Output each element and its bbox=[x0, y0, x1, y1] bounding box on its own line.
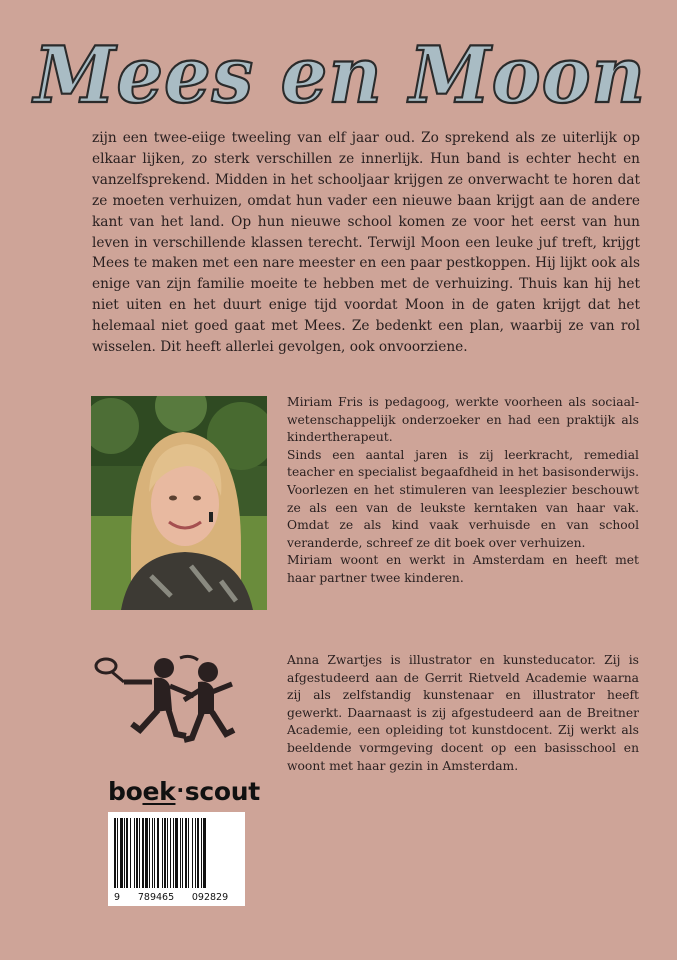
running-children-silhouette bbox=[94, 650, 244, 750]
barcode-bar bbox=[114, 818, 116, 888]
author-bio-paragraph: Miriam Fris is pedagoog, werkte voorheen als sociaal-wetenschappelijk onderzoeker en had een praktijk als kindertherapeut. bbox=[287, 395, 639, 445]
barcode-bar bbox=[117, 818, 118, 888]
publisher-logo bbox=[108, 777, 260, 806]
barcode-bar bbox=[139, 818, 140, 888]
barcode-bar bbox=[170, 818, 171, 888]
barcode-digits bbox=[108, 892, 245, 903]
isbn-barcode bbox=[108, 812, 245, 906]
barcode-bar bbox=[201, 818, 202, 888]
barcode-bar bbox=[145, 818, 148, 888]
barcode-bar bbox=[203, 818, 206, 888]
publisher-logo-text: bo bbox=[108, 777, 143, 806]
barcode-bar bbox=[152, 818, 153, 888]
author-bio-paragraph: Sinds een aantal jaren is zij leerkracht, remedial teacher en specialist begaafdheid in het basisonderwijs. Voorlezen en het stimuleren van leesplezier beschouwt ze als een van de leukste kerntaken van haar vak. Omdat ze als kind vaak verhuisde en van school veranderde, schreef ze dit boek over verhuizen. bbox=[287, 447, 639, 550]
barcode-bar bbox=[185, 818, 187, 888]
barcode-bar bbox=[126, 818, 128, 888]
barcode-bar bbox=[130, 818, 131, 888]
barcode-bar bbox=[157, 818, 159, 888]
barcode-bar bbox=[162, 818, 163, 888]
barcode-bar bbox=[124, 818, 125, 888]
barcode-bar bbox=[188, 818, 189, 888]
barcode-bar bbox=[173, 818, 174, 888]
barcode-bar bbox=[182, 818, 183, 888]
author-bio-paragraph: Miriam woont en werkt in Amsterdam en heeft met haar partner twee kinderen. bbox=[287, 553, 639, 585]
publisher-logo-text: ek bbox=[142, 777, 176, 806]
barcode-bar bbox=[149, 818, 150, 888]
barcode-bar bbox=[154, 818, 155, 888]
svg-text:Mees en Moon: Mees en Moon bbox=[31, 30, 647, 121]
barcode-bar bbox=[134, 818, 135, 888]
book-blurb: zijn een twee-eiige tweeling van elf jaar oud. Zo sprekend als ze uiterlijk op elkaar lijken, zo sterk verschillen ze innerlijk. Hun band is echter hecht en vanzelfsprekend. Midden in het schooljaar krijgen ze onverwacht te horen dat ze moeten verhuizen, omdat hun vader een nieuwe baan krijgt aan de andere kant van het land. Op hun nieuwe school komen ze voor het eerst van hun leven in verschillende klassen terecht. Terwijl Moon een leuke juf treft, krijgt Mees te maken met een nare meester en een paar pestkoppen. Hij lijkt ook als enige van zijn familie moeite te hebben met de verhuizing. Thuis kan hij het niet uiten en het duurt enige tijd voordat Moon in de gaten krijgt dat het helemaal niet goed gaat met Mees. Ze bedenkt een plan, waarbij ze van rol wisselen. Dit heeft allerlei gevolgen, ook onvoorziene. bbox=[92, 130, 640, 356]
barcode-bar bbox=[167, 818, 168, 888]
barcode-bar bbox=[197, 818, 199, 888]
barcode-bar bbox=[120, 818, 123, 888]
barcode-bar bbox=[195, 818, 196, 888]
publisher-logo-text: scout bbox=[184, 777, 260, 806]
barcode-bar bbox=[164, 818, 166, 888]
barcode-bar bbox=[192, 818, 193, 888]
barcode-bar bbox=[136, 818, 138, 888]
author-bio bbox=[287, 394, 639, 588]
author-photo bbox=[91, 396, 267, 610]
barcode-bar bbox=[142, 818, 144, 888]
barcode-bar bbox=[180, 818, 181, 888]
barcode-digits-right: 092829 bbox=[191, 892, 229, 903]
book-title bbox=[28, 28, 658, 128]
barcode-bar bbox=[175, 818, 178, 888]
barcode-digit-first: 9 bbox=[114, 892, 121, 903]
barcode-bars bbox=[108, 812, 245, 892]
barcode-digits-left: 789465 bbox=[137, 892, 175, 903]
illustrator-bio: Anna Zwartjes is illustrator en kunsteducator. Zij is afgestudeerd aan de Gerrit Rietveld Academie waarna zij als zelfstandig kunstenaar en illustrator heeft gewerkt. Daarnaast is zij afgestudeerd aan de Breitner Academie, een opleiding tot kunstdocent. Zij werkt als beeldende vormgeving docent op een basisschool en woont met haar gezin in Amsterdam. bbox=[287, 653, 639, 773]
publisher-logo-separator: · bbox=[176, 778, 184, 802]
